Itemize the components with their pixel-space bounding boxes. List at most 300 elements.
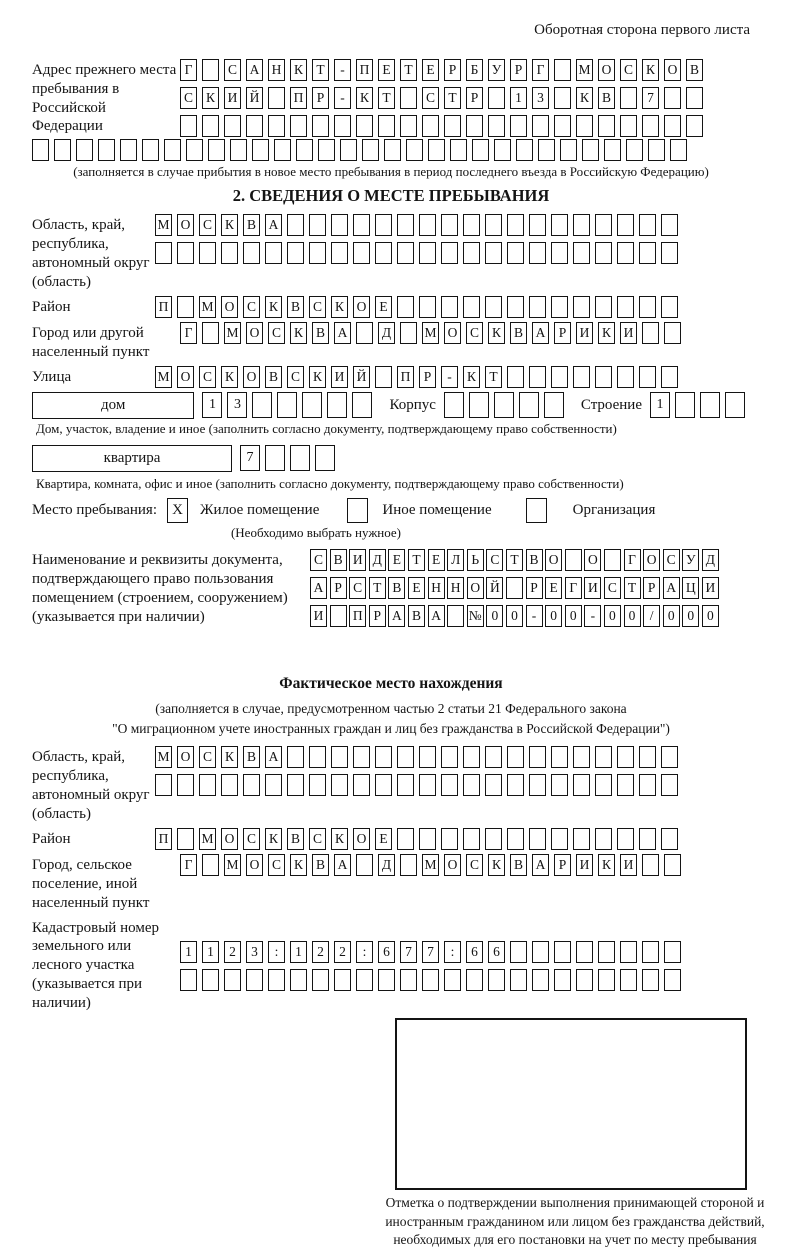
char-box[interactable]: В bbox=[686, 59, 703, 81]
char-box[interactable] bbox=[199, 774, 216, 796]
char-box[interactable]: А bbox=[388, 605, 405, 627]
char-box[interactable] bbox=[268, 87, 285, 109]
char-box[interactable]: 7 bbox=[422, 941, 439, 963]
char-box[interactable]: 1 bbox=[180, 941, 197, 963]
char-box[interactable] bbox=[617, 242, 634, 264]
char-box[interactable]: И bbox=[310, 605, 327, 627]
char-box[interactable]: 6 bbox=[488, 941, 505, 963]
char-box[interactable] bbox=[177, 774, 194, 796]
char-box[interactable] bbox=[441, 746, 458, 768]
char-box[interactable]: Р bbox=[526, 577, 543, 599]
char-box[interactable] bbox=[406, 139, 423, 161]
char-box[interactable]: Г bbox=[180, 322, 197, 344]
char-box[interactable]: А bbox=[334, 854, 351, 876]
char-box[interactable]: О bbox=[246, 854, 263, 876]
char-box[interactable]: 0 bbox=[604, 605, 621, 627]
char-box[interactable] bbox=[352, 392, 372, 418]
char-box[interactable] bbox=[397, 746, 414, 768]
char-box[interactable]: 3 bbox=[227, 392, 247, 418]
char-box[interactable] bbox=[507, 746, 524, 768]
char-box[interactable] bbox=[243, 774, 260, 796]
char-box[interactable] bbox=[529, 296, 546, 318]
char-box[interactable]: 7 bbox=[400, 941, 417, 963]
char-box[interactable] bbox=[494, 139, 511, 161]
char-box[interactable] bbox=[510, 941, 527, 963]
char-box[interactable] bbox=[595, 828, 612, 850]
char-box[interactable]: М bbox=[422, 854, 439, 876]
char-box[interactable]: 1 bbox=[202, 392, 222, 418]
char-box[interactable]: И bbox=[620, 854, 637, 876]
char-box[interactable] bbox=[560, 139, 577, 161]
char-box[interactable]: Р bbox=[510, 59, 527, 81]
char-box[interactable]: А bbox=[428, 605, 445, 627]
char-box[interactable] bbox=[334, 115, 351, 137]
char-box[interactable]: С bbox=[243, 828, 260, 850]
char-box[interactable] bbox=[265, 774, 282, 796]
char-box[interactable] bbox=[224, 969, 241, 991]
char-box[interactable]: М bbox=[224, 854, 241, 876]
char-box[interactable]: М bbox=[576, 59, 593, 81]
char-box[interactable] bbox=[397, 242, 414, 264]
char-box[interactable]: М bbox=[155, 214, 172, 236]
char-box[interactable] bbox=[287, 242, 304, 264]
char-box[interactable]: 0 bbox=[506, 605, 523, 627]
char-box[interactable] bbox=[469, 392, 489, 418]
char-box[interactable] bbox=[76, 139, 93, 161]
char-box[interactable] bbox=[287, 214, 304, 236]
char-box[interactable]: - bbox=[334, 87, 351, 109]
char-box[interactable]: О bbox=[545, 549, 562, 571]
char-box[interactable]: В bbox=[510, 854, 527, 876]
char-box[interactable] bbox=[529, 774, 546, 796]
char-box[interactable] bbox=[221, 774, 238, 796]
char-box[interactable]: О bbox=[177, 366, 194, 388]
char-box[interactable] bbox=[485, 746, 502, 768]
char-box[interactable] bbox=[639, 774, 656, 796]
char-box[interactable] bbox=[472, 139, 489, 161]
char-box[interactable]: О bbox=[643, 549, 660, 571]
char-box[interactable]: С bbox=[466, 854, 483, 876]
char-box[interactable] bbox=[246, 969, 263, 991]
char-box[interactable]: Е bbox=[545, 577, 562, 599]
char-box[interactable] bbox=[309, 746, 326, 768]
char-box[interactable]: П bbox=[349, 605, 366, 627]
char-box[interactable] bbox=[450, 139, 467, 161]
char-box[interactable] bbox=[573, 774, 590, 796]
char-box[interactable] bbox=[353, 746, 370, 768]
char-box[interactable] bbox=[186, 139, 203, 161]
char-box[interactable]: Р bbox=[330, 577, 347, 599]
char-box[interactable] bbox=[554, 969, 571, 991]
char-box[interactable]: А bbox=[334, 322, 351, 344]
char-box[interactable]: К bbox=[290, 322, 307, 344]
char-box[interactable] bbox=[54, 139, 71, 161]
char-box[interactable]: У bbox=[488, 59, 505, 81]
char-box[interactable] bbox=[290, 969, 307, 991]
char-box[interactable]: 3 bbox=[246, 941, 263, 963]
char-box[interactable] bbox=[466, 969, 483, 991]
char-box[interactable]: 1 bbox=[290, 941, 307, 963]
char-box[interactable] bbox=[375, 746, 392, 768]
char-box[interactable]: А bbox=[246, 59, 263, 81]
char-box[interactable] bbox=[507, 366, 524, 388]
char-box[interactable] bbox=[529, 366, 546, 388]
char-box[interactable]: П bbox=[397, 366, 414, 388]
char-box[interactable] bbox=[331, 214, 348, 236]
char-box[interactable] bbox=[268, 969, 285, 991]
char-box[interactable]: К bbox=[576, 87, 593, 109]
char-box[interactable] bbox=[309, 774, 326, 796]
char-box[interactable] bbox=[290, 445, 310, 471]
char-box[interactable] bbox=[507, 242, 524, 264]
char-box[interactable] bbox=[463, 296, 480, 318]
char-box[interactable]: И bbox=[576, 854, 593, 876]
char-box[interactable] bbox=[180, 969, 197, 991]
char-box[interactable] bbox=[463, 774, 480, 796]
char-box[interactable] bbox=[639, 296, 656, 318]
char-box[interactable]: А bbox=[532, 854, 549, 876]
char-box[interactable]: М bbox=[199, 296, 216, 318]
char-box[interactable] bbox=[639, 366, 656, 388]
char-box[interactable]: Е bbox=[375, 296, 392, 318]
char-box[interactable] bbox=[318, 139, 335, 161]
char-box[interactable] bbox=[485, 296, 502, 318]
char-box[interactable] bbox=[670, 139, 687, 161]
char-box[interactable] bbox=[296, 139, 313, 161]
char-box[interactable]: В bbox=[408, 605, 425, 627]
char-box[interactable] bbox=[617, 774, 634, 796]
char-box[interactable] bbox=[573, 242, 590, 264]
char-box[interactable] bbox=[441, 242, 458, 264]
char-box[interactable]: О bbox=[444, 322, 461, 344]
char-box[interactable] bbox=[620, 969, 637, 991]
char-box[interactable]: 1 bbox=[202, 941, 219, 963]
char-box[interactable]: Р bbox=[643, 577, 660, 599]
char-box[interactable] bbox=[400, 969, 417, 991]
char-box[interactable] bbox=[353, 242, 370, 264]
char-box[interactable] bbox=[664, 854, 681, 876]
char-box[interactable] bbox=[620, 941, 637, 963]
char-box[interactable]: О bbox=[221, 828, 238, 850]
char-box[interactable]: Е bbox=[388, 549, 405, 571]
char-box[interactable] bbox=[675, 392, 695, 418]
char-box[interactable] bbox=[353, 214, 370, 236]
char-box[interactable]: Т bbox=[400, 59, 417, 81]
char-box[interactable]: И bbox=[620, 322, 637, 344]
char-box[interactable] bbox=[312, 969, 329, 991]
char-box[interactable] bbox=[202, 854, 219, 876]
char-box[interactable] bbox=[164, 139, 181, 161]
char-box[interactable] bbox=[375, 214, 392, 236]
char-box[interactable] bbox=[309, 214, 326, 236]
char-box[interactable]: 0 bbox=[682, 605, 699, 627]
char-box[interactable] bbox=[199, 242, 216, 264]
char-box[interactable] bbox=[516, 139, 533, 161]
char-box[interactable] bbox=[120, 139, 137, 161]
char-box[interactable]: М bbox=[155, 366, 172, 388]
char-box[interactable] bbox=[243, 242, 260, 264]
char-box[interactable] bbox=[510, 115, 527, 137]
char-box[interactable]: И bbox=[331, 366, 348, 388]
char-box[interactable]: 0 bbox=[545, 605, 562, 627]
char-box[interactable]: В bbox=[526, 549, 543, 571]
char-box[interactable] bbox=[626, 139, 643, 161]
char-box[interactable]: П bbox=[155, 828, 172, 850]
char-box[interactable] bbox=[441, 828, 458, 850]
char-box[interactable] bbox=[397, 296, 414, 318]
char-box[interactable] bbox=[507, 828, 524, 850]
char-box[interactable]: Е bbox=[375, 828, 392, 850]
char-box[interactable] bbox=[224, 115, 241, 137]
char-box[interactable] bbox=[551, 774, 568, 796]
char-box[interactable]: Р bbox=[554, 854, 571, 876]
char-box[interactable]: Д bbox=[702, 549, 719, 571]
char-box[interactable] bbox=[595, 774, 612, 796]
char-box[interactable] bbox=[507, 214, 524, 236]
char-box[interactable]: О bbox=[598, 59, 615, 81]
char-box[interactable]: К bbox=[331, 828, 348, 850]
char-box[interactable]: Е bbox=[408, 577, 425, 599]
char-box[interactable] bbox=[441, 214, 458, 236]
char-box[interactable]: С bbox=[180, 87, 197, 109]
char-box[interactable]: С bbox=[199, 214, 216, 236]
char-box[interactable] bbox=[400, 115, 417, 137]
char-box[interactable]: С bbox=[486, 549, 503, 571]
char-box[interactable]: К bbox=[290, 854, 307, 876]
char-box[interactable]: В bbox=[287, 828, 304, 850]
org-checkbox[interactable] bbox=[526, 498, 547, 523]
char-box[interactable]: С bbox=[349, 577, 366, 599]
char-box[interactable]: А bbox=[663, 577, 680, 599]
char-box[interactable] bbox=[428, 139, 445, 161]
char-box[interactable] bbox=[419, 296, 436, 318]
char-box[interactable] bbox=[375, 774, 392, 796]
char-box[interactable]: : bbox=[356, 941, 373, 963]
char-box[interactable]: И bbox=[702, 577, 719, 599]
char-box[interactable]: 0 bbox=[663, 605, 680, 627]
char-box[interactable] bbox=[397, 828, 414, 850]
char-box[interactable]: Т bbox=[312, 59, 329, 81]
char-box[interactable]: М bbox=[224, 322, 241, 344]
char-box[interactable] bbox=[573, 828, 590, 850]
char-box[interactable] bbox=[551, 296, 568, 318]
char-box[interactable]: С bbox=[224, 59, 241, 81]
char-box[interactable] bbox=[664, 115, 681, 137]
char-box[interactable] bbox=[664, 969, 681, 991]
char-box[interactable]: С bbox=[287, 366, 304, 388]
char-box[interactable]: С bbox=[466, 322, 483, 344]
char-box[interactable]: 6 bbox=[466, 941, 483, 963]
char-box[interactable]: И bbox=[224, 87, 241, 109]
char-box[interactable]: К bbox=[290, 59, 307, 81]
char-box[interactable] bbox=[573, 746, 590, 768]
char-box[interactable]: - bbox=[334, 59, 351, 81]
char-box[interactable]: 2 bbox=[312, 941, 329, 963]
char-box[interactable] bbox=[422, 969, 439, 991]
char-box[interactable] bbox=[598, 115, 615, 137]
char-box[interactable] bbox=[485, 774, 502, 796]
char-box[interactable] bbox=[554, 115, 571, 137]
char-box[interactable] bbox=[356, 969, 373, 991]
inoe-checkbox[interactable] bbox=[347, 498, 368, 523]
char-box[interactable]: 0 bbox=[702, 605, 719, 627]
char-box[interactable]: К bbox=[598, 322, 615, 344]
char-box[interactable] bbox=[98, 139, 115, 161]
char-box[interactable] bbox=[400, 87, 417, 109]
char-box[interactable] bbox=[598, 941, 615, 963]
char-box[interactable] bbox=[661, 828, 678, 850]
char-box[interactable]: С bbox=[422, 87, 439, 109]
char-box[interactable] bbox=[661, 296, 678, 318]
char-box[interactable]: Г bbox=[565, 577, 582, 599]
char-box[interactable] bbox=[447, 605, 464, 627]
char-box[interactable] bbox=[485, 828, 502, 850]
char-box[interactable]: Н bbox=[447, 577, 464, 599]
dom-type-box[interactable]: дом bbox=[32, 392, 194, 419]
char-box[interactable] bbox=[519, 392, 539, 418]
char-box[interactable] bbox=[331, 242, 348, 264]
char-box[interactable] bbox=[529, 214, 546, 236]
char-box[interactable] bbox=[661, 242, 678, 264]
char-box[interactable]: К bbox=[265, 828, 282, 850]
char-box[interactable] bbox=[397, 214, 414, 236]
char-box[interactable] bbox=[400, 322, 417, 344]
char-box[interactable] bbox=[356, 854, 373, 876]
char-box[interactable]: О bbox=[444, 854, 461, 876]
char-box[interactable]: - bbox=[584, 605, 601, 627]
char-box[interactable]: О bbox=[353, 828, 370, 850]
char-box[interactable]: Н bbox=[268, 59, 285, 81]
char-box[interactable]: Р bbox=[369, 605, 386, 627]
char-box[interactable]: О bbox=[353, 296, 370, 318]
char-box[interactable] bbox=[302, 392, 322, 418]
zhiloe-checkbox[interactable]: X bbox=[167, 498, 188, 523]
char-box[interactable] bbox=[142, 139, 159, 161]
char-box[interactable] bbox=[529, 242, 546, 264]
char-box[interactable] bbox=[290, 115, 307, 137]
char-box[interactable] bbox=[617, 214, 634, 236]
char-box[interactable] bbox=[177, 242, 194, 264]
char-box[interactable] bbox=[441, 774, 458, 796]
char-box[interactable]: О bbox=[584, 549, 601, 571]
char-box[interactable] bbox=[661, 214, 678, 236]
char-box[interactable]: С bbox=[309, 828, 326, 850]
char-box[interactable] bbox=[331, 746, 348, 768]
char-box[interactable] bbox=[604, 139, 621, 161]
char-box[interactable]: 2 bbox=[224, 941, 241, 963]
char-box[interactable] bbox=[330, 605, 347, 627]
char-box[interactable] bbox=[642, 854, 659, 876]
char-box[interactable]: О bbox=[664, 59, 681, 81]
char-box[interactable] bbox=[532, 941, 549, 963]
char-box[interactable]: К bbox=[202, 87, 219, 109]
char-box[interactable]: И bbox=[349, 549, 366, 571]
char-box[interactable]: Д bbox=[369, 549, 386, 571]
char-box[interactable] bbox=[463, 828, 480, 850]
char-box[interactable]: В bbox=[287, 296, 304, 318]
char-box[interactable]: В bbox=[265, 366, 282, 388]
char-box[interactable]: С bbox=[604, 577, 621, 599]
char-box[interactable]: С bbox=[663, 549, 680, 571]
char-box[interactable] bbox=[378, 969, 395, 991]
char-box[interactable]: Т bbox=[369, 577, 386, 599]
char-box[interactable] bbox=[573, 366, 590, 388]
char-box[interactable] bbox=[664, 941, 681, 963]
char-box[interactable] bbox=[277, 392, 297, 418]
char-box[interactable] bbox=[274, 139, 291, 161]
char-box[interactable]: К bbox=[463, 366, 480, 388]
char-box[interactable]: П bbox=[290, 87, 307, 109]
char-box[interactable]: Е bbox=[378, 59, 395, 81]
char-box[interactable]: С bbox=[199, 366, 216, 388]
char-box[interactable] bbox=[466, 115, 483, 137]
char-box[interactable] bbox=[686, 115, 703, 137]
char-box[interactable] bbox=[488, 115, 505, 137]
char-box[interactable] bbox=[576, 969, 593, 991]
char-box[interactable]: К bbox=[221, 366, 238, 388]
char-box[interactable]: К bbox=[488, 854, 505, 876]
char-box[interactable]: М bbox=[155, 746, 172, 768]
char-box[interactable] bbox=[617, 296, 634, 318]
char-box[interactable] bbox=[551, 366, 568, 388]
char-box[interactable] bbox=[506, 577, 523, 599]
char-box[interactable]: В bbox=[388, 577, 405, 599]
char-box[interactable] bbox=[510, 969, 527, 991]
char-box[interactable]: 7 bbox=[240, 445, 260, 471]
char-box[interactable]: В bbox=[312, 854, 329, 876]
char-box[interactable]: 1 bbox=[650, 392, 670, 418]
char-box[interactable]: 1 bbox=[510, 87, 527, 109]
char-box[interactable] bbox=[419, 828, 436, 850]
char-box[interactable] bbox=[554, 941, 571, 963]
char-box[interactable] bbox=[309, 242, 326, 264]
char-box[interactable] bbox=[327, 392, 347, 418]
char-box[interactable] bbox=[202, 969, 219, 991]
char-box[interactable] bbox=[221, 242, 238, 264]
char-box[interactable] bbox=[551, 214, 568, 236]
char-box[interactable]: № bbox=[467, 605, 484, 627]
char-box[interactable]: О bbox=[246, 322, 263, 344]
char-box[interactable] bbox=[334, 969, 351, 991]
char-box[interactable]: М bbox=[422, 322, 439, 344]
char-box[interactable] bbox=[463, 746, 480, 768]
char-box[interactable] bbox=[620, 115, 637, 137]
char-box[interactable] bbox=[202, 322, 219, 344]
char-box[interactable]: О bbox=[177, 214, 194, 236]
char-box[interactable] bbox=[444, 115, 461, 137]
char-box[interactable] bbox=[507, 296, 524, 318]
char-box[interactable] bbox=[664, 322, 681, 344]
char-box[interactable] bbox=[595, 746, 612, 768]
char-box[interactable]: Й bbox=[353, 366, 370, 388]
char-box[interactable]: : bbox=[268, 941, 285, 963]
char-box[interactable]: Ц bbox=[682, 577, 699, 599]
char-box[interactable] bbox=[532, 969, 549, 991]
char-box[interactable] bbox=[595, 242, 612, 264]
char-box[interactable] bbox=[384, 139, 401, 161]
char-box[interactable] bbox=[551, 828, 568, 850]
char-box[interactable] bbox=[287, 746, 304, 768]
char-box[interactable]: Т bbox=[624, 577, 641, 599]
char-box[interactable]: Т bbox=[408, 549, 425, 571]
char-box[interactable]: С bbox=[199, 746, 216, 768]
char-box[interactable]: Т bbox=[378, 87, 395, 109]
char-box[interactable] bbox=[532, 115, 549, 137]
char-box[interactable] bbox=[529, 746, 546, 768]
char-box[interactable]: Р bbox=[419, 366, 436, 388]
char-box[interactable] bbox=[639, 828, 656, 850]
char-box[interactable] bbox=[422, 115, 439, 137]
